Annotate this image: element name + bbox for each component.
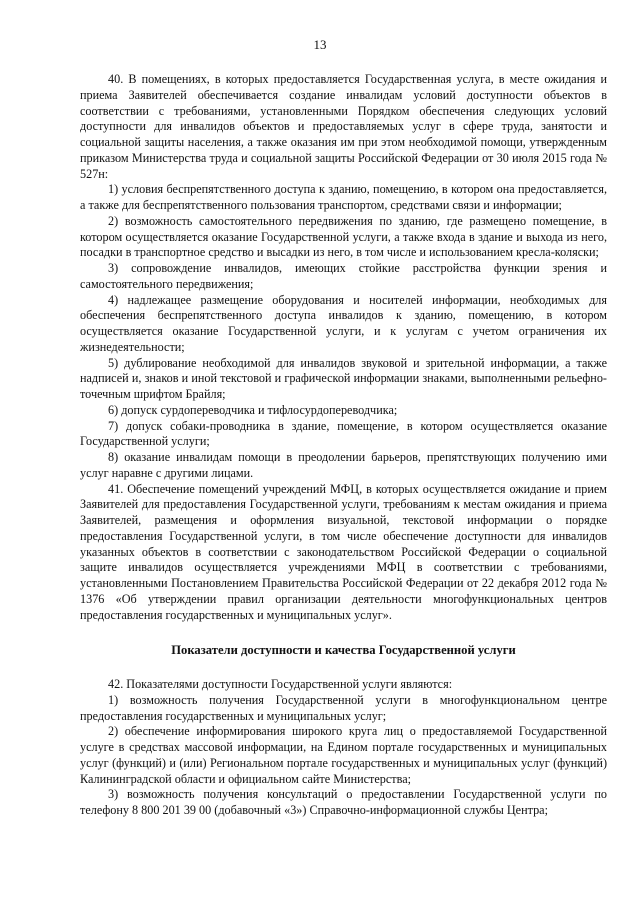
- paragraph-42-item-3: 3) возможность получения консультаций о предоставлении Государственной услуги по телефону 8 800 201 39 00 (добавочный «3») Справочно-информационной службы Центра;: [80, 787, 607, 817]
- paragraph-40-item-5: 5) дублирование необходимой для инвалидов звуковой и зрительной информации, а также надписей и, знаков и иной текстовой и графической информации знаками, выполненными рельефно-точечным шрифтом Брайля;: [80, 355, 607, 401]
- page-number: 13: [313, 37, 327, 52]
- document-body: [80, 72, 607, 819]
- paragraph-42: 42. Показателями доступности Государственной услуги являются:: [108, 677, 453, 691]
- paragraph-40-item-6: 6) допуск сурдопереводчика и тифлосурдопереводчика;: [108, 402, 398, 417]
- section-heading: Показатели доступности и качества Государственной услуги: [171, 643, 516, 658]
- paragraph-42-item-2: 2) обеспечение информирования широкого круга лиц о предоставляемой Государственной услуге в средствах массовой информации, на Едином портале государственных и муниципальных услуг (функций) и (или) Региональном портале государственных и муниципальных услуг (функций) Калининградской области и официальном сайте Министерства;: [80, 724, 607, 786]
- paragraph-40-item-4: 4) надлежащее размещение оборудования и носителей информации, необходимых для обеспечения беспрепятственного доступа инвалидов к зданию, помещению, в котором осуществляется оказание Государственной услуги, и к услугам с учетом ограничения их жизнедеятельности;: [80, 292, 607, 354]
- paragraph-40-item-1: 1) условия беспрепятственного доступа к зданию, помещению, в котором она предоставляется, а также для беспрепятственного пользования транспортом, средствами связи и информации;: [80, 182, 607, 212]
- paragraph-40: 40. В помещениях, в которых предоставляется Государственная услуга, в месте ожидания и приема Заявителей обеспечивается создание инвалидам условий доступности объектов в соответствии с требованиями, установленными Порядком обеспечения следующих условий доступности для инвалидов объектов и предоставляемых услуг в сфере труда, занятости и социальной защиты населения, а также оказания им при этом необходимой помощи, утвержденным приказом Министерства труда и социальной защиты Российской Федерации от 30 июля 2015 года № 527н:: [80, 72, 607, 181]
- paragraph-40-item-8: 8) оказание инвалидам помощи в преодолении барьеров, препятствующих получению ими услуг наравне с другими лицами.: [80, 450, 607, 480]
- paragraph-40-item-3: 3) сопровождение инвалидов, имеющих стойкие расстройства функции зрения и самостоятельного передвижения;: [80, 261, 607, 291]
- paragraph-40-item-2: 2) возможность самостоятельного передвижения по зданию, где размещено помещение, в котором осуществляется оказание Государственной услуги, а также входа в здание и выхода из него, посадки в транспортное средство и высадки из него, в том числе и использованием кресла-коляски;: [80, 213, 607, 260]
- paragraph-41: 41. Обеспечение помещений учреждений МФЦ, в которых осуществляется ожидание и прием Заявителей для предоставления Государственной услуги, требованиям к местам ожидания и приема Заявителей, размещения и оформления визуальной, текстовой информации о порядке предоставления Государственной услуги, в том числе обеспечение доступности для инвалидов указанных объектов в соответствии с законодательством Российской Федерации о социальной защите инвалидов осуществляется учреждениями МФЦ в соответствии с требованиями, установленными Постановлением Правительства Российской Федерации от 22 декабря 2012 года № 1376 «Об утверждении правил организации деятельности многофункциональных центров предоставления государственных и муниципальных услуг».: [80, 481, 607, 622]
- paragraph-40-item-7: 7) допуск собаки-проводника в здание, помещение, в котором осуществляется оказание Государственной услуги;: [80, 418, 607, 449]
- paragraph-42-item-1: 1) возможность получения Государственной услуги в многофункциональном центре предоставления государственных и муниципальных услуг;: [80, 692, 607, 723]
